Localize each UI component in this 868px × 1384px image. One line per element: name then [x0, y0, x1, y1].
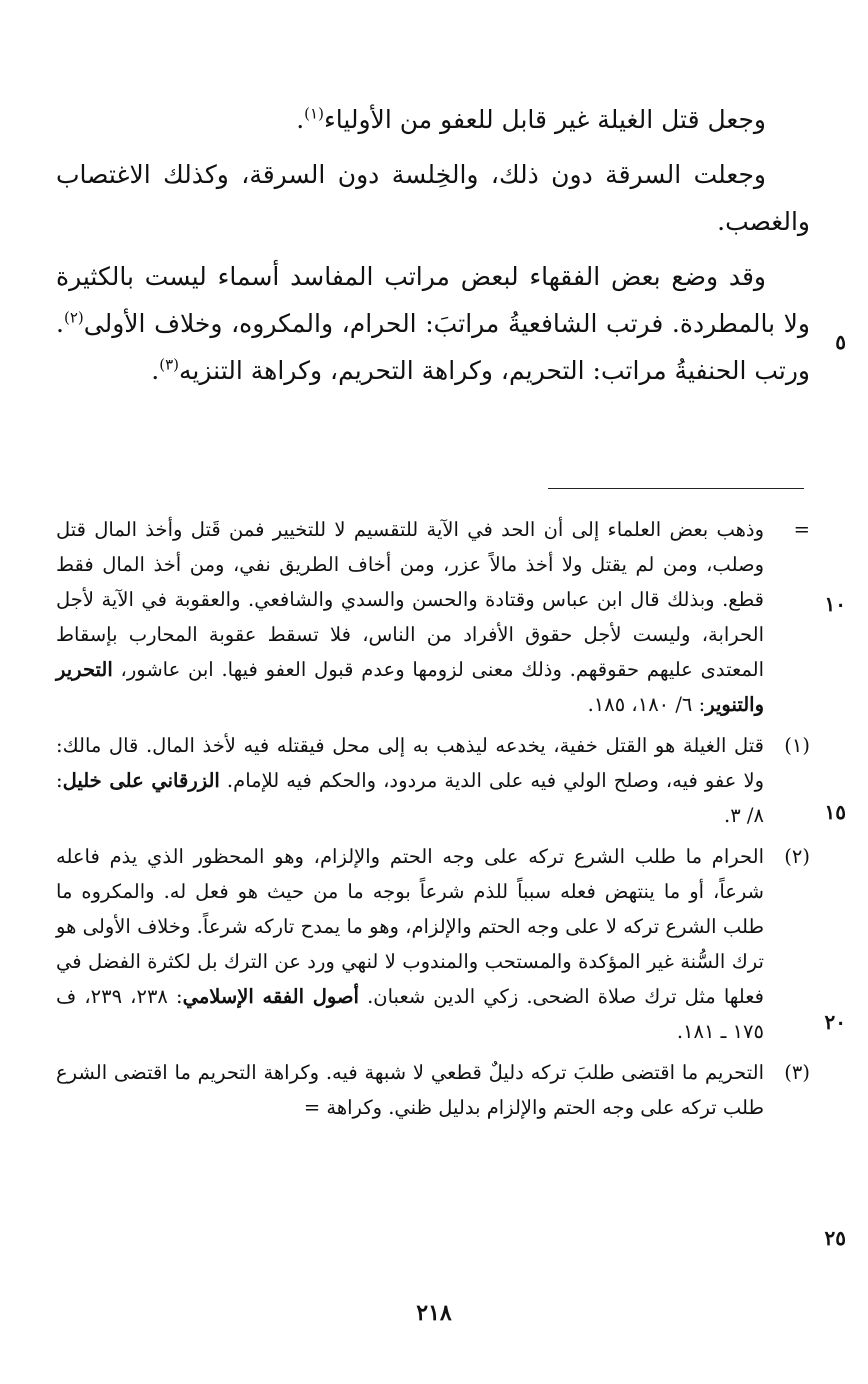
footnote-ref-3[interactable]: (٣) — [159, 355, 179, 374]
footnote-continued — [56, 512, 810, 722]
footnote-1-ref: : ٨/ ٣. — [56, 769, 764, 827]
footnote-1-book: الزرقاني على خليل — [62, 769, 220, 792]
paragraph-1 — [56, 96, 810, 143]
paragraph-1-text: وجعل قتل الغيلة غير قابل للعفو من الأولياء — [323, 105, 766, 134]
paragraph-2: وجعلت السرقة دون ذلك، والخِلسة دون السرقة، وكذلك الاغتصاب والغصب. — [56, 160, 810, 236]
footnote-2-book: أصول الفقه الإسلامي — [182, 985, 359, 1008]
footnote-2-ref: : ٢٣٨، ٢٣٩، ف ١٧٥ ـ ١٨١. — [56, 985, 764, 1043]
line-number-10: ١٠ — [824, 592, 846, 616]
footnote-1 — [56, 728, 810, 833]
main-text — [56, 96, 810, 402]
line-number-15: ١٥ — [824, 800, 846, 824]
footnotes — [56, 512, 810, 1131]
footnote-1-text: قتل الغيلة هو القتل خفية، يخدعه ليذهب به إلى محل فيقتله فيه لأخذ المال. قال مالك: ولا عفو فيه، وصلح الولي فيه على الدية مردود، والحكم فيه للإمام. — [56, 734, 764, 792]
footnote-2-mark: (٢) — [784, 845, 810, 868]
footnote-separator — [548, 488, 804, 489]
continuation-mark: = — [793, 518, 810, 541]
footnote-3-continues-mark: = — [303, 1096, 321, 1119]
footnote-2 — [56, 839, 810, 1049]
footnote-continued-text: وذهب بعض العلماء إلى أن الحد في الآية للتقسيم لا للتخيير فمن قَتل وأخذ المال قتل وصلب، ومن لم يقتل ولا أخذ مالاً عزر، ومن أخاف الطريق نفي، ومن أخذ المال فقط قطع. وبذلك قال ابن عباس وقتادة والحسن والسدي والشافعي. والعقوبة في الآية لأجل الحرابة، وليست لأجل حقوق الأفراد من الناس، فلا تسقط عقوبة المحارب بإسقاط المعتدى عليهم حقوقهم. وذلك معنى لزومها وعدم قبول العفو فيها. ابن عاشور، — [56, 518, 764, 681]
footnote-3-mark: (٣) — [784, 1061, 810, 1084]
paragraph-3-end: . — [151, 356, 160, 385]
footnote-3 — [56, 1055, 810, 1125]
line-number-20: ٢٠ — [824, 1010, 846, 1034]
footnote-ref-1[interactable]: (١) — [304, 104, 324, 123]
paragraph-3 — [56, 253, 810, 394]
footnote-ref-2[interactable]: (٢) — [63, 308, 84, 327]
footnote-2-text: الحرام ما طلب الشرع تركه على وجه الحتم والإلزام، وهو المحظور الذي يذم فاعله شرعاً، أو ما ينتهض فعله سبباً للذم شرعاً بوجه ما من حيث هو فعل له. والمكروه ما طلب الشرع تركه لا على وجه الحتم والإلزام، وهو ما يمدح تاركه شرعاً. وخلاف الأولى هو ترك السُّنة غير المؤكدة والمستحب والمندوب لا لنهي ورد عن الترك بل لكثرة الفضل في فعلها مثل ترك صلاة الضحى. زكي الدين شعبان. — [56, 845, 764, 1008]
line-number-25: ٢٥ — [824, 1226, 846, 1250]
paragraph-3-text-b: . ورتب الحنفيةُ مراتب: التحريم، وكراهة التحريم، وكراهة التنزيه — [56, 309, 810, 385]
paragraph-1-end: . — [296, 105, 305, 134]
footnote-1-mark: (١) — [784, 734, 810, 757]
footnote-continued-book: التحرير والتنوير — [56, 658, 764, 716]
line-number-5: ٥ — [835, 330, 846, 354]
page-number: ٢١٨ — [416, 1300, 452, 1326]
footnote-3-text: التحريم ما اقتضى طلبَ تركه دليلٌ قطعي لا شبهة فيه. وكراهة التحريم ما اقتضى الشرع طلب تركه على وجه الحتم والإلزام بدليل ظني. وكراهة — [56, 1061, 764, 1119]
paragraph-3-text-a: وقد وضع بعض الفقهاء لبعض مراتب المفاسد أسماء ليست بالكثيرة ولا بالمطردة. فرتب الشافعيةُ مراتبَ: الحرام، والمكروه، وخلاف الأولى — [56, 262, 810, 338]
footnote-continued-ref: : ٦/ ١٨٠، ١٨٥. — [587, 693, 706, 716]
